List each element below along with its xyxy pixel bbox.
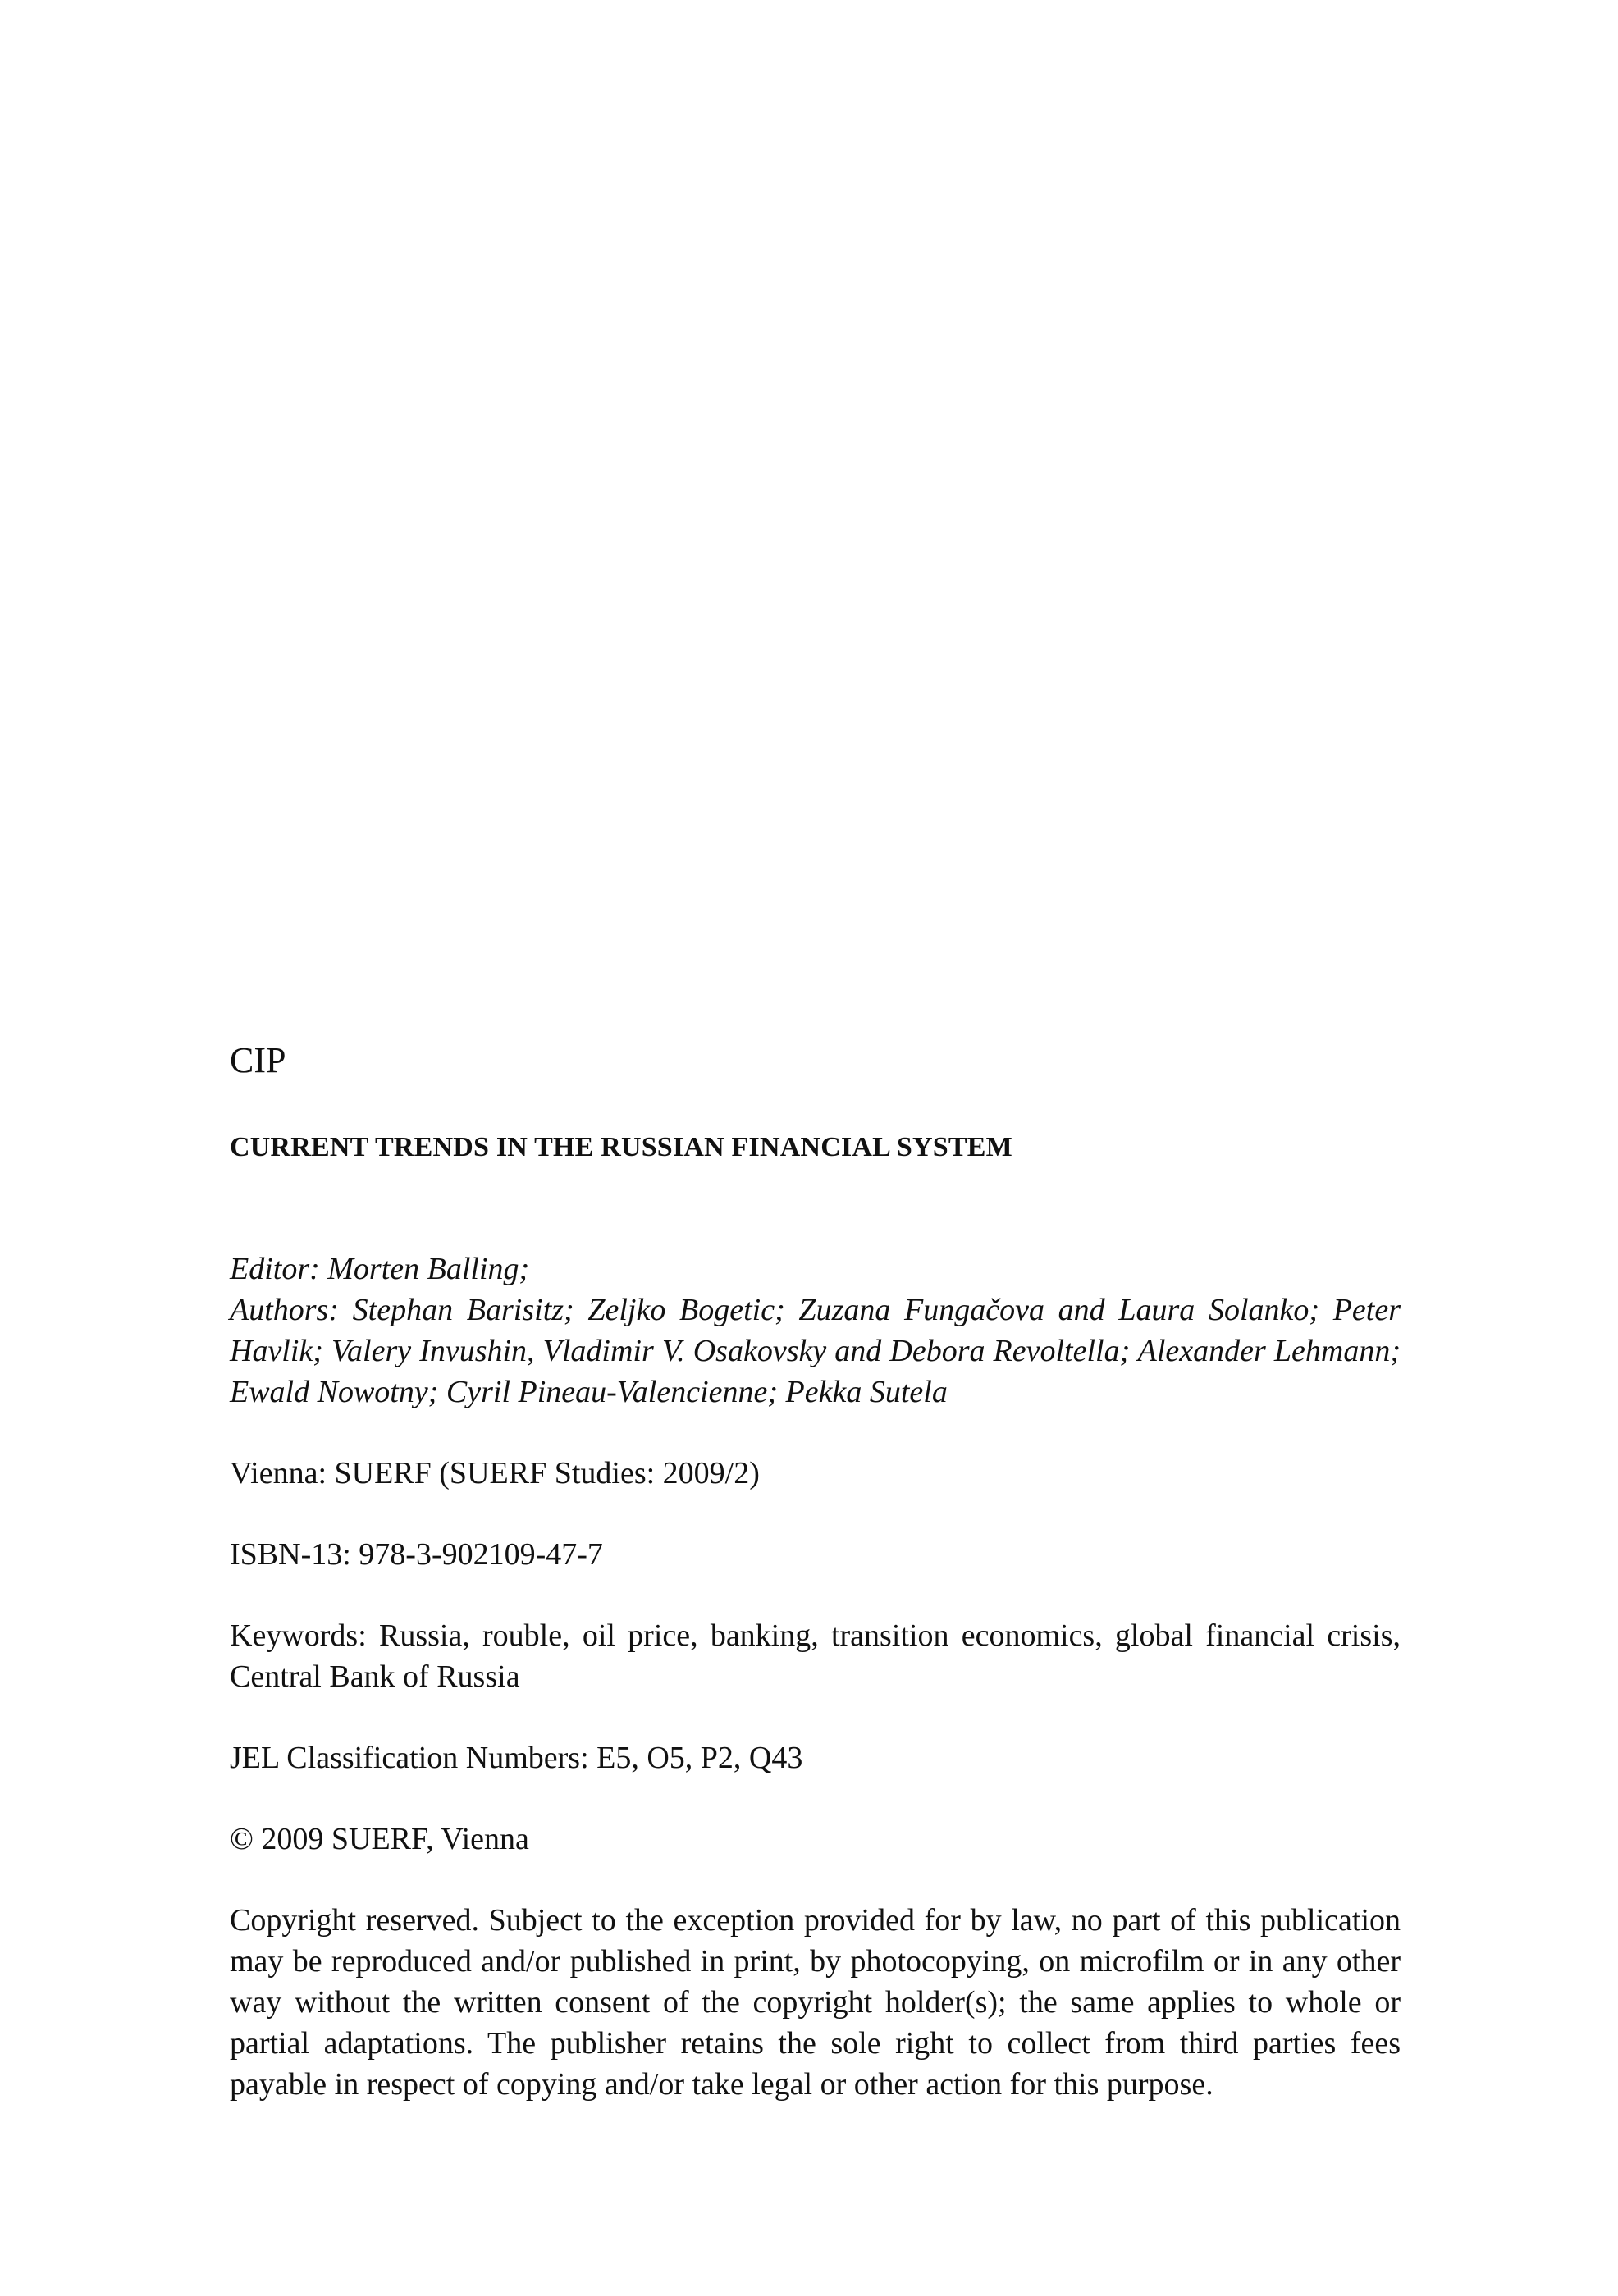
editor-line: Editor: Morten Balling; (230, 1252, 530, 1286)
cip-record (230, 1040, 1401, 2105)
jel-classification-line: JEL Classification Numbers: E5, O5, P2, Q43 (230, 1741, 803, 1775)
isbn-line: ISBN-13: 978-3-902109-47-7 (230, 1537, 603, 1572)
copyright-line: © 2009 SUERF, Vienna (230, 1822, 529, 1856)
book-title: CURRENT TRENDS IN THE RUSSIAN FINANCIAL SYSTEM (230, 1132, 1012, 1162)
authors-line: Authors: Stephan Barisitz; Zeljko Bogetic; Zuzana Fungačova and Laura Solanko; Peter Havlik; Valery Invushin, Vladimir V. Osakovsky and Debora Revoltella; Alexander Lehmann; Ewald Nowotny; Cyril Pineau-Valencienne; Pekka Sutela (230, 1293, 1401, 1409)
keywords-line: Keywords: Russia, rouble, oil price, banking, transition economics, global financial crisis, Central Bank of Russia (230, 1618, 1401, 1694)
credits-block (230, 1248, 1401, 1413)
copyright-notice: Copyright reserved. Subject to the exception provided for by law, no part of this publication may be reproduced and/or published in print, by photocopying, on microfilm or in any other way without the written consent of the copyright holder(s); the same applies to whole or partial adaptations. The publisher retains the sole right to collect from third parties fees payable in respect of copying and/or take legal or other action for this purpose. (230, 1903, 1401, 2102)
cip-heading: CIP (230, 1040, 286, 1080)
publisher-line: Vienna: SUERF (SUERF Studies: 2009/2) (230, 1456, 760, 1490)
